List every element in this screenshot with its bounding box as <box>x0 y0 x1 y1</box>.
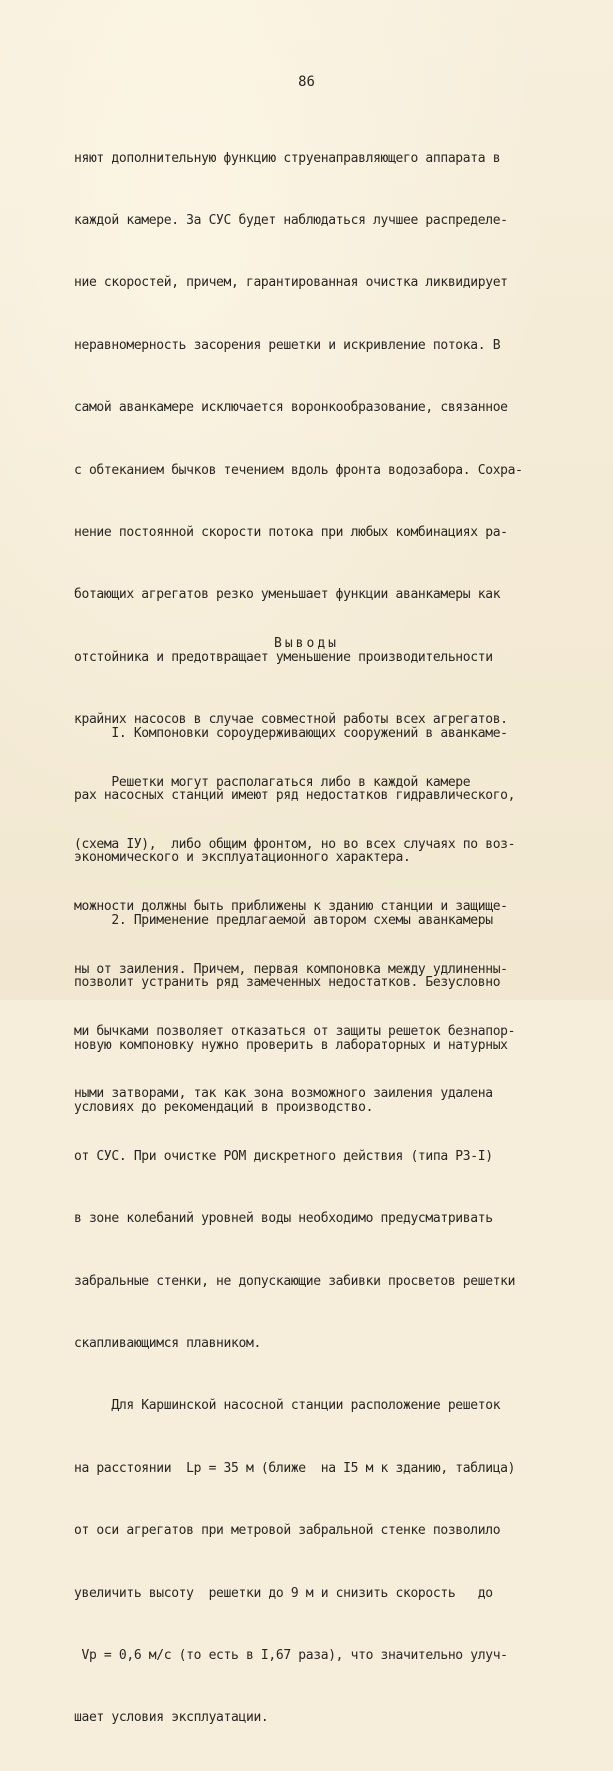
conclusions-text-block <box>74 682 564 1160</box>
text-line: неравномерность засорения решетки и искривление потока. В <box>74 337 501 353</box>
text-line: 2. Применение предлагаемой автором схемы аванкамеры <box>74 912 493 928</box>
text-line: нение постоянной скорости потока при любых комбинациях ра- <box>74 524 508 540</box>
text-line: позволит устранить ряд замеченных недостатков. Безусловно <box>74 975 501 991</box>
text-line: отстойника и предотвращает уменьшение производительности <box>74 649 493 665</box>
text-line: ми бычками позволяет отказаться от защиты решеток безнапор- <box>74 1024 516 1040</box>
text-line: шает условия эксплуатации. <box>74 1710 269 1726</box>
text-line: на расстоянии Lр = 35 м (ближе на I5 м к зданию, таблица) <box>74 1460 516 1476</box>
text-line: няют дополнительную функцию струенаправляющего аппарата в <box>74 150 501 166</box>
text-line: ны от заиления. Причем, первая компоновка между удлиненны- <box>74 961 508 977</box>
text-line: в зоне колебаний уровней воды необходимо предусматривать <box>74 1211 493 1227</box>
text-line: самой аванкамере исключается воронкообразование, связанное <box>74 400 508 416</box>
page-number: 86 <box>298 74 315 90</box>
text-line: можности должны быть приближены к зданию станции и защище- <box>74 899 508 915</box>
text-line: Для Каршинской насосной станции расположение решеток <box>74 1398 501 1414</box>
text-line: условиях до рекомендаций в производство. <box>74 1099 374 1115</box>
text-line: от СУС. При очистке РОМ дискретного действия (типа РЗ-I) <box>74 1148 493 1164</box>
text-line: забральные стенки, не допускающие забивки просветов решетки <box>74 1273 516 1289</box>
text-line: Vр = 0,6 м/с (то есть в I,67 раза), что значительно улуч- <box>74 1647 508 1663</box>
text-line: Решетки могут располагаться либо в каждой камере <box>74 774 471 790</box>
text-line: с обтеканием бычков течением вдоль фронта водозабора. Сохра- <box>74 462 523 478</box>
text-line: скапливающимся плавником. <box>74 1336 261 1352</box>
text-line: ными затворами, так как зона возможного заиления удалена <box>74 1086 493 1102</box>
text-line: новую компоновку нужно проверить в лабораторных и натурных <box>74 1037 508 1053</box>
text-line: рах насосных станций имеют ряд недостатков гидравлического, <box>74 787 516 803</box>
text-line: I. Компоновки сороудерживающих сооружений в аванкаме- <box>74 725 508 741</box>
text-line: ботающих агрегатов резко уменьшает функции аванкамеры как <box>74 587 501 603</box>
text-line: крайних насосов в случае совместной работы всех агрегатов. <box>74 712 508 728</box>
text-line: увеличить высоту решетки до 9 м и снизить скорость до <box>74 1585 493 1601</box>
text-line: (схема IУ), либо общим фронтом, но во всех случаях по воз- <box>74 836 516 852</box>
section-heading: Выводы <box>274 636 339 651</box>
text-line: от оси агрегатов при метровой забральной стенке позволило <box>74 1523 501 1539</box>
text-line: ние скоростей, причем, гарантированная очистка ликвидирует <box>74 275 508 291</box>
text-line: экономического и эксплуатационного характера. <box>74 850 411 866</box>
text-line: каждой камере. За СУС будет наблюдаться лучшее распределе- <box>74 212 508 228</box>
